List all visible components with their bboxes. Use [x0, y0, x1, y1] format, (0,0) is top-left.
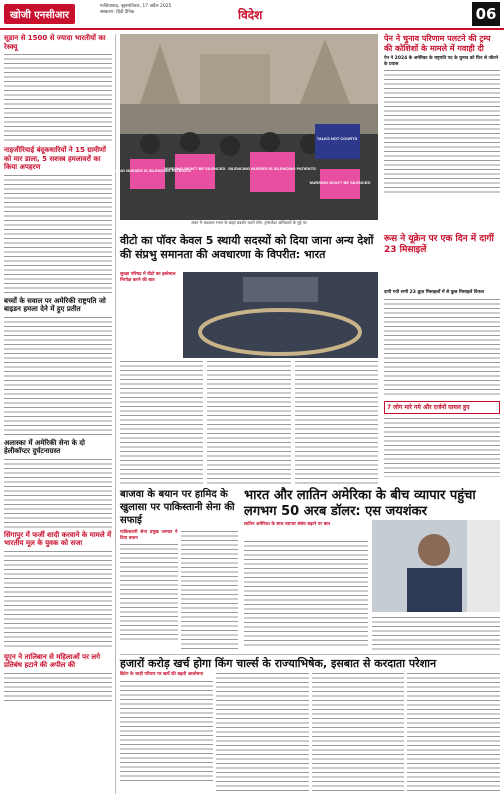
story-body: [384, 417, 500, 477]
pakistan-story-body: [120, 530, 238, 650]
story-text: [120, 680, 213, 784]
highlight-box: 7 लोग मारे गये और दर्जनों घायल हुए: [384, 401, 500, 415]
placard: [315, 124, 360, 159]
story-headline[interactable]: अलास्का में अमेरिकी सेना के दो हेलीकॉप्टर दुर्घटनाग्रस्त: [4, 438, 85, 455]
story-text: [372, 616, 500, 650]
masthead: [0, 0, 504, 30]
story-text: [244, 540, 368, 648]
story-subhead: पाकिस्तानी सेना प्रमुख जनरल ने दिया बयान: [120, 530, 178, 541]
story-column: [181, 530, 239, 650]
newspaper-logo[interactable]: खोजी एनसीआर: [4, 4, 75, 24]
story-body: [384, 69, 500, 194]
story-alaska: [4, 439, 112, 528]
story-nigeria: [4, 146, 112, 294]
story-column: [312, 672, 405, 794]
story-headline[interactable]: पेन ने चुनाव परिणाम पलटने की ट्रम्प की कोशिशों के मामले में गवाही दी: [384, 34, 491, 53]
placard: [250, 152, 295, 192]
story-headline[interactable]: यूएन ने तालिबान से महिलाओं पर लगे प्रतिबंध हटाने की अपील की: [4, 652, 101, 669]
protest-photo: [103, 34, 378, 220]
placard-text: NURSING WON'T BE SILENCED: [164, 166, 226, 171]
un-council-photo: [183, 272, 378, 358]
story-body: [384, 298, 500, 398]
main-headline[interactable]: वीटो का पॉवर केवल 5 स्थायी सदस्यों को दिया जाना अन्य देशों की संप्रभु समानता की अवधारणा के विपरीत: भारत: [120, 234, 374, 261]
india-latam-subhead: लातिन अमेरिका के साथ व्यापार संबंध बढ़ाने पर बात: [244, 522, 330, 527]
story-un-taliban: [4, 653, 112, 702]
left-news-column: [4, 34, 116, 794]
story-headline[interactable]: सूडान से 1500 से ज्यादा भारतीयों का रेस्क्यू: [4, 34, 106, 51]
story-body: [4, 550, 112, 650]
russia-story: [384, 268, 500, 486]
story-biden: [4, 297, 112, 436]
story-column: [216, 672, 309, 794]
pakistan-story: [120, 488, 238, 527]
india-latam-headline[interactable]: भारत और लातिन अमेरिका के बीच व्यापार पहुंचा लगभग 50 अरब डॉलर: एस जयशंकर: [244, 488, 476, 519]
minister-illustration: [372, 520, 500, 612]
story-headline[interactable]: नाइजीरियाई बंदूकधारियों ने 15 ग्रामीणों को मार डाला, 5 सशस्त्र हमलावरों का किया अपहरण: [4, 146, 106, 171]
page-number: 06: [472, 2, 500, 26]
story-column: [120, 672, 213, 794]
story-column: [120, 530, 178, 650]
story-column: [207, 360, 290, 484]
placard: [130, 159, 165, 189]
placard-text: SILENCING NURSES IS SILENCING PATIENTS: [103, 168, 191, 173]
story-body: [4, 316, 112, 436]
story-body: [4, 53, 112, 143]
placard-text: SILENCING NURSES IS SILENCING PATIENTS: [228, 166, 316, 171]
un-council-illustration: [183, 272, 378, 358]
story-subhead: दागी गयी सभी 23 क्रूज़ मिसाइलों में से कुछ मिसाइलें विफल: [384, 290, 485, 295]
masthead-info: [100, 4, 230, 16]
story-text: [120, 543, 178, 643]
main-subhead: सुरक्षा परिषद में वीटो का इस्तेमाल निरपेक्ष करने की बात: [120, 272, 176, 283]
story-singapore: [4, 531, 112, 650]
india-latam-body-cont: [372, 616, 500, 650]
placard-text: NURSING WON'T BE SILENCED: [309, 180, 371, 185]
king-charles-headline[interactable]: हजारों करोड़ खर्च होगा किंग चार्ल्स के राज्याभिषेक, इसबात से करदाता परेशान: [120, 654, 500, 671]
story-body: [4, 174, 112, 294]
story-column: [295, 360, 378, 484]
story-subhead: ब्रिटेन के शाही परिवार पर खर्चे की बढ़ती आलोचना: [120, 672, 204, 677]
story-body: [4, 458, 112, 528]
right-top-story: [384, 34, 500, 230]
minister-photo: [372, 520, 500, 612]
edition-label: संस्करण: हिंदी दैनिक: [100, 10, 135, 15]
india-latam-body: [244, 540, 368, 648]
edition-date: गाज़ियाबाद, बृहस्पतिवार, 17 अप्रैल 2025: [100, 4, 172, 9]
photo-caption: लंदन में अदालत भवन के बाहर प्रदर्शन करते लोग, ट्रांसजेंडर अधिकारों के मुद्दे पर: [191, 220, 307, 225]
story-column: [120, 360, 203, 484]
main-story-body: [120, 360, 378, 484]
russia-headline[interactable]: रूस ने यूक्रेन पर एक दिन में दागीं 23 मिसाइलें: [384, 234, 494, 255]
story-headline[interactable]: बाजवा के बयान पर हामिद के खुलासा पर पाकिस्तानी सेना की सफाई: [120, 489, 235, 526]
protest-illustration: [103, 34, 378, 220]
king-charles-body: [120, 672, 500, 794]
story-column: [407, 672, 500, 794]
placard-text: TALKS NOT COURTS: [316, 136, 358, 141]
story-headline[interactable]: बच्चों के सवाल पर अमेरिकी राष्ट्रपति जो बाइडन हमला देने में हुए प्रतीत: [4, 296, 106, 313]
story-subhead: पेन ने 2024 के अमेरिका के राष्ट्रपति पद के चुनाव को फिर से जीतने के प्रयास: [384, 56, 499, 67]
story-headline[interactable]: सिंगापुर में फर्जी शादी करवाने के मामले में भारतीय मूल के युवक को सजा: [4, 530, 112, 547]
story-sudan: [4, 34, 112, 143]
section-title: विदेश: [238, 8, 263, 22]
story-body: [4, 672, 112, 702]
masthead-logo-wrap: [4, 2, 75, 26]
